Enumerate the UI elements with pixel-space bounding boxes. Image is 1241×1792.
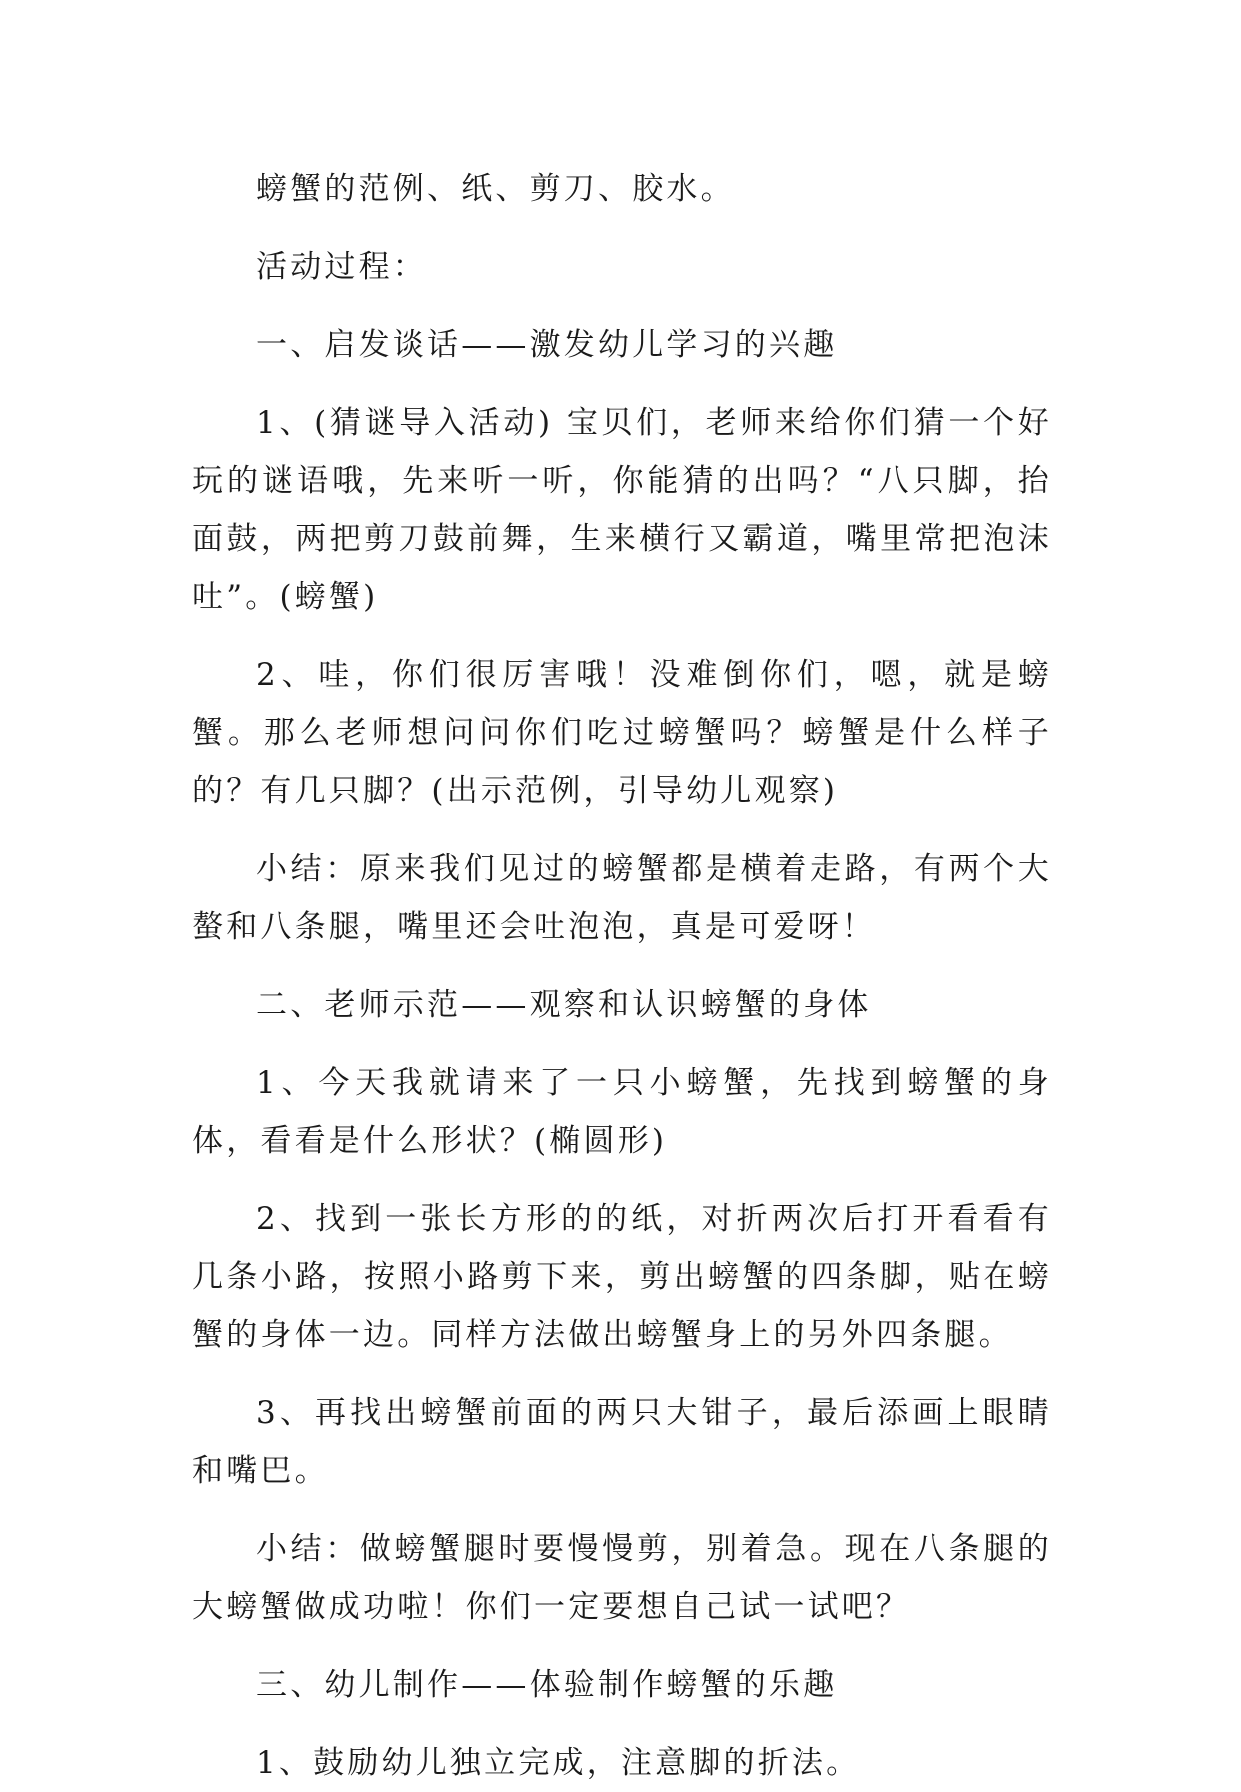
heading-section-3: 三、幼儿制作——体验制作螃蟹的乐趣 — [256, 1667, 838, 1703]
paragraph-activity-process: 活动过程： — [256, 249, 427, 285]
document-body — [192, 160, 1052, 1792]
paragraph-question: 2、哇，你们很厉害哦！没难倒你们，嗯，就是螃蟹。那么老师想问问你们吃过螃蟹吗？螃蟹是什么样子的？有几只脚？(出示范例，引导幼儿观察) — [192, 657, 1052, 809]
paragraph-child-step-1: 1、鼓励幼儿独立完成，注意脚的折法。 — [256, 1745, 861, 1781]
paragraph-materials: 螃蟹的范例、纸、剪刀、胶水。 — [256, 171, 735, 207]
paragraph-step-1: 1、今天我就请来了一只小螃蟹，先找到螃蟹的身体，看看是什么形状？(椭圆形) — [192, 1065, 1052, 1159]
paragraph-step-2: 2、找到一张长方形的的纸，对折两次后打开看看有几条小路，按照小路剪下来，剪出螃蟹的四条脚，贴在螃蟹的身体一边。同样方法做出螃蟹身上的另外四条腿。 — [192, 1201, 1052, 1353]
paragraph-summary-2: 小结：做螃蟹腿时要慢慢剪，别着急。现在八条腿的大螃蟹做成功啦！你们一定要想自己试一试吧？ — [192, 1531, 1052, 1625]
paragraph-step-3: 3、再找出螃蟹前面的两只大钳子，最后添画上眼睛和嘴巴。 — [192, 1395, 1052, 1489]
heading-section-2: 二、老师示范——观察和认识螃蟹的身体 — [256, 987, 872, 1023]
heading-section-1: 一、启发谈话——激发幼儿学习的兴趣 — [256, 327, 838, 363]
paragraph-summary-1: 小结：原来我们见过的螃蟹都是横着走路，有两个大螯和八条腿，嘴里还会吐泡泡，真是可爱呀！ — [192, 851, 1052, 945]
paragraph-riddle: 1、(猜谜导入活动) 宝贝们，老师来给你们猜一个好玩的谜语哦，先来听一听，你能猜的出吗？“八只脚，抬面鼓，两把剪刀鼓前舞，生来横行又霸道，嘴里常把泡沫吐”。(螃蟹) — [192, 405, 1052, 615]
